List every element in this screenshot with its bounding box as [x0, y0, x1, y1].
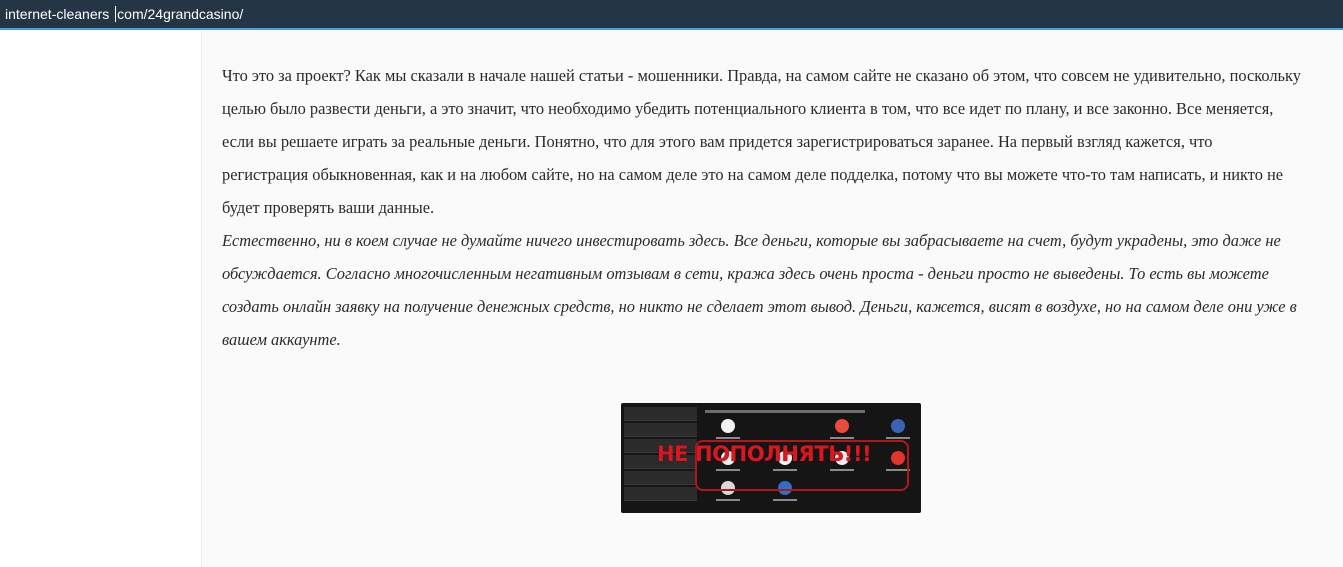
payment-method-caption [830, 437, 854, 439]
payment-method-caption [886, 437, 910, 439]
payment-method-caption [716, 499, 740, 501]
url-part-path: com/24grandcasino/ [117, 6, 244, 22]
article-paragraph: Что это за проект? Как мы сказали в начале нашей статьи - мошенники. Правда, на самом сайте не сказано об этом, что совсем не удивительно, поскольку целью было развести деньги, а это значит, что необходимо убедить потенциального клиента в том, что все идет по плану, и все законно. Все меняется, если вы решаете играть за реальные деньги. Понятно, что для этого вам придется зарегистрироваться заранее. На первый взгляд кажется, что регистрация обыкновенная, как и на любом сайте, но на самом деле это на самом деле подделка, потому что вы можете что-то там написать, и никто не будет проверять ваши данные. [222, 66, 1301, 217]
url-part-domain: internet-cleaners [5, 6, 114, 22]
mastercard-icon [835, 419, 849, 433]
stamp-text: НЕ ПОПОЛНЯТЬ!!! [657, 442, 872, 466]
url-text[interactable] [5, 5, 243, 23]
article-paragraph-italic: Естественно, ни в коем случае не думайте ничего инвестировать здесь. Все деньги, которые вы забрасываете на счет, будут украдены, это даже не обсуждается. Согласно многочисленным негативным отзывам в сети, кража здесь очень проста - деньги просто не выведены. То есть вы можете создать онлайн заявку на получение денежных средств, но никто не сделает этот вывод. Деньги, кажется, висят в воздухе, но на самом деле они уже в вашем аккаунте. [222, 231, 1297, 349]
payment-method-caption [716, 437, 740, 439]
left-sidebar-area [0, 30, 202, 567]
address-bar[interactable] [0, 0, 1343, 30]
maestro-icon [891, 419, 905, 433]
visa-icon [721, 419, 735, 433]
casino-screenshot-image [621, 403, 921, 513]
article-body [222, 59, 1302, 356]
payment-method-caption [773, 499, 797, 501]
